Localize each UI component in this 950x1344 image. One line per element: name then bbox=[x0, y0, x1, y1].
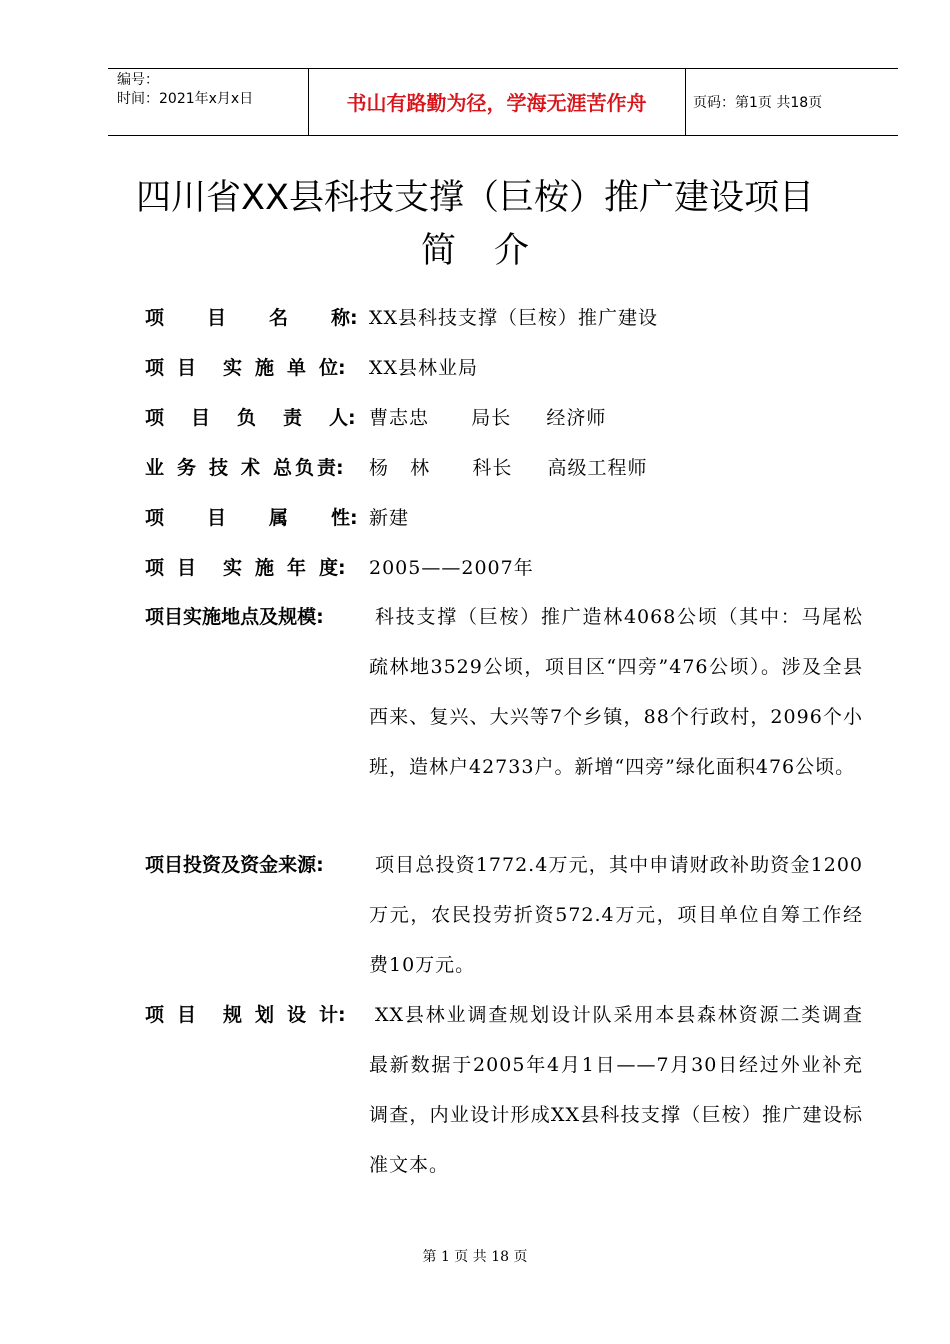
header-bottom-rule bbox=[108, 135, 898, 136]
field-value: XX县科技支撑（巨桉）推广建设 bbox=[369, 307, 659, 329]
page-title-line-2: 简介 bbox=[420, 231, 567, 271]
field-label: 项 目 实 施 年 度: bbox=[145, 557, 346, 579]
field-value: XX县林业局 bbox=[369, 357, 479, 379]
header-page-info: 页码：第1页 共18页 bbox=[693, 95, 823, 111]
field-value: 新建 bbox=[369, 507, 410, 529]
field-value: 2005——2007年 bbox=[369, 557, 534, 579]
field-label: 业 务 技 术 总 负 责: bbox=[145, 457, 344, 479]
page-title-line-1: 四川省XX县科技支撑（巨桉）推广建设项目 bbox=[136, 178, 814, 218]
field-label: 项 目 负 责 人: bbox=[145, 407, 356, 429]
header-motto: 书山有路勤为径，学海无涯苦作舟 bbox=[346, 91, 647, 115]
footer-page-number: 第 1 页 共 18 页 bbox=[422, 1249, 528, 1265]
field-value: XX县林业调查规划设计队采用本县森林资源二类调查最新数据于2005年4月1日——7月30日经过外业补充调查，内业设计形成XX县科技支撑（巨桉）推广建设标准文本。 bbox=[369, 1004, 863, 1176]
field-value: 科技支撑（巨桉）推广造林4068公顷（其中：马尾松疏林地3529公顷，项目区“四旁”476公顷）。涉及全县西来、复兴、大兴等7个乡镇，88个行政村，2096个小班，造林户42733户。新增“四旁”绿化面积476公顷。 bbox=[369, 606, 863, 778]
field-label: 项 目 属 性: bbox=[145, 507, 358, 529]
field-value: 杨 林 科长 高级工程师 bbox=[369, 457, 648, 479]
field-label: 项 目 实 施 单 位: bbox=[145, 357, 346, 379]
header-date: 时间：2021年x月x日 bbox=[117, 91, 254, 107]
header-number-label: 编号： bbox=[117, 72, 159, 88]
field-label: 项目投资及资金来源: bbox=[145, 854, 324, 876]
field-label: 项 目 规 划 设 计: bbox=[145, 1004, 346, 1026]
field-value: 曹志忠 局长 经济师 bbox=[369, 407, 607, 429]
header-meta bbox=[117, 71, 253, 109]
field-label: 项 目 名 称: bbox=[145, 307, 358, 329]
field-label: 项目实施地点及规模: bbox=[145, 606, 324, 628]
field-value: 项目总投资1772.4万元，其中申请财政补助资金1200万元，农民投劳折资572.4万元，项目单位自筹工作经费10万元。 bbox=[369, 854, 863, 976]
header-divider-2 bbox=[685, 68, 686, 135]
